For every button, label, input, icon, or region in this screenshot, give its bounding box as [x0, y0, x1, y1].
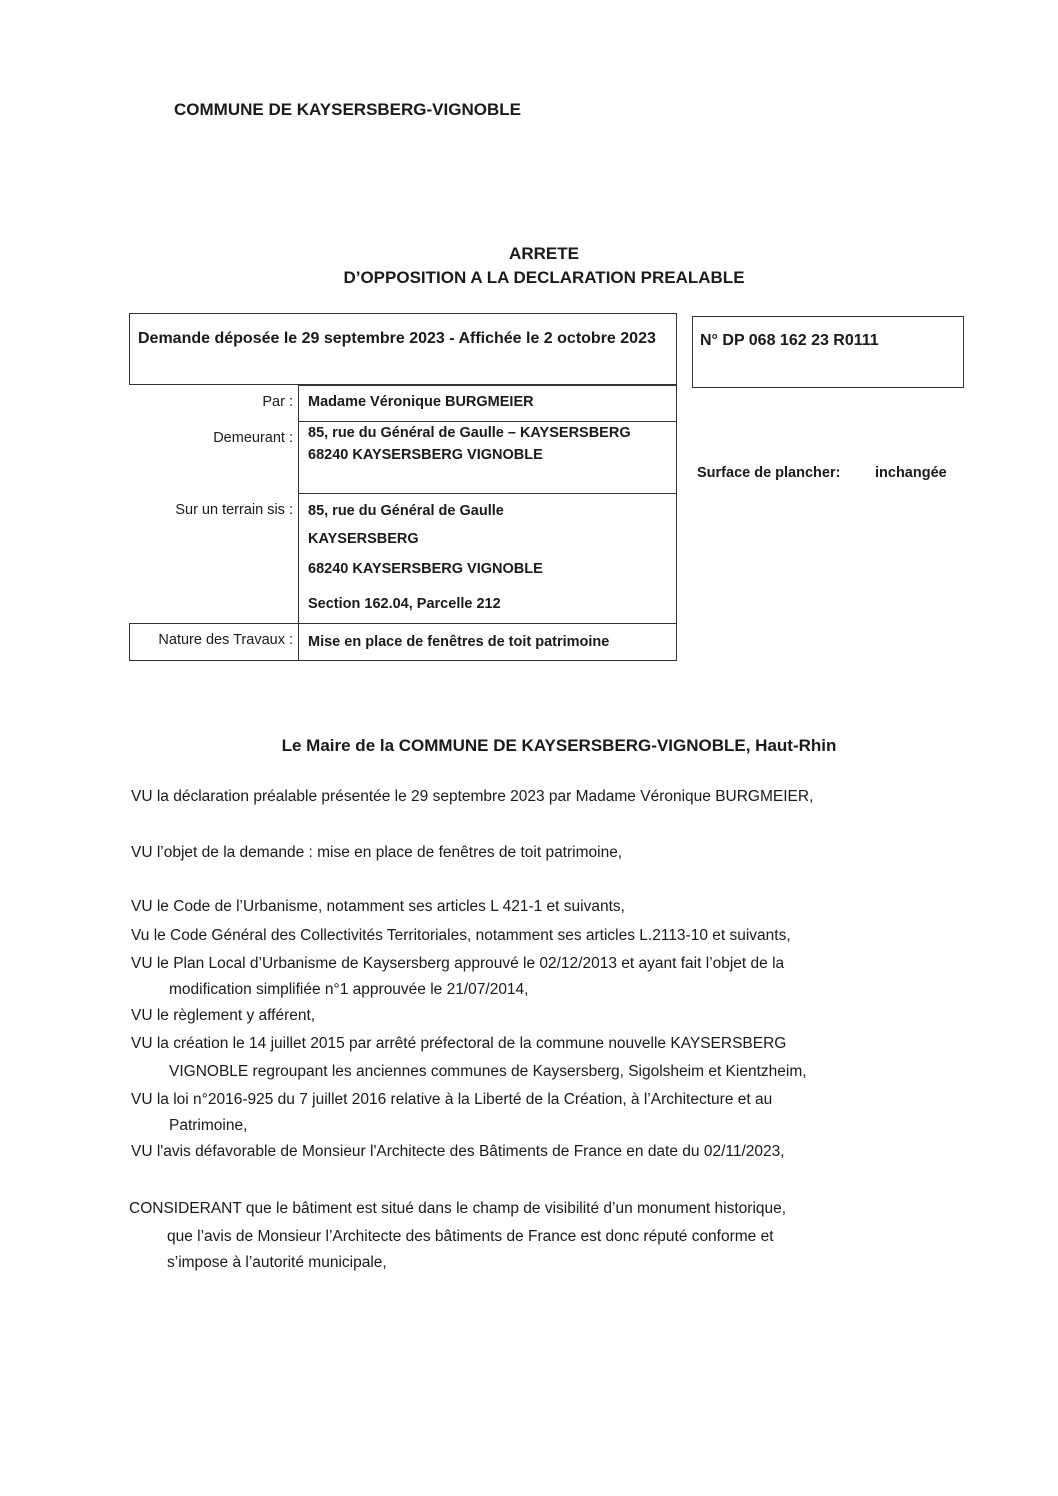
vu-declaration: VU la déclaration préalable présentée le 29 septembre 2023 par Madame Véronique BURGMEIER,	[131, 788, 814, 805]
terrain-address-line1: 85, rue du Général de Gaulle	[308, 503, 504, 519]
demeurant-address-line1: 85, rue du Général de Gaulle – KAYSERSBERG	[308, 425, 631, 441]
vu-loi-line2: Patrimoine,	[169, 1117, 248, 1134]
demeurant-label: Demeurant :	[213, 430, 293, 446]
demeurant-address-line2: 68240 KAYSERSBERG VIGNOBLE	[308, 447, 543, 463]
maire-heading: Le Maire de la COMMUNE DE KAYSERSBERG-VIGNOBLE, Haut-Rhin	[281, 736, 837, 755]
surface-value: inchangée	[875, 465, 947, 481]
deposit-text: Demande déposée le 29 septembre 2023 - Affichée le 2 octobre 2023	[138, 330, 656, 347]
applicant-name: Madame Véronique BURGMEIER	[308, 394, 534, 410]
vu-objet: VU l’objet de la demande : mise en place de fenêtres de toit patrimoine,	[131, 844, 623, 861]
vu-plu-line2: modification simplifiée n°1 approuvée le 21/07/2014,	[169, 981, 529, 998]
considerant-line2: que l’avis de Monsieur l’Architecte des bâtiments de France est donc réputé conforme et	[167, 1228, 774, 1245]
par-label: Par :	[262, 394, 293, 410]
vu-reglement: VU le règlement y afférent,	[131, 1007, 316, 1024]
travaux-value: Mise en place de fenêtres de toit patrimoine	[308, 634, 610, 650]
vu-creation-line1: VU la création le 14 juillet 2015 par arrêté préfectoral de la commune nouvelle KAYSERSBERG	[131, 1035, 787, 1052]
vu-avis-abf: VU l'avis défavorable de Monsieur l'Architecte des Bâtiments de France en date du 02/11/2023,	[131, 1143, 785, 1160]
vu-code-collectivites: Vu le Code Général des Collectivités Territoriales, notamment ses articles L.2113-10 et suivants,	[131, 927, 791, 944]
considerant-line1: CONSIDERANT que le bâtiment est situé dans le champ de visibilité d’un monument historique,	[129, 1200, 787, 1217]
terrain-address-line2: KAYSERSBERG	[308, 531, 419, 547]
vu-loi-line1: VU la loi n°2016-925 du 7 juillet 2016 relative à la Liberté de la Création, à l’Architecture et au	[131, 1091, 773, 1108]
dossier-number: N° DP 068 162 23 R0111	[700, 332, 879, 349]
terrain-address-line3: 68240 KAYSERSBERG VIGNOBLE	[308, 561, 543, 577]
dossier-number-box	[692, 316, 964, 388]
surface-label: Surface de plancher:	[697, 465, 841, 481]
commune-heading: COMMUNE DE KAYSERSBERG-VIGNOBLE	[174, 100, 521, 119]
terrain-label: Sur un terrain sis :	[175, 502, 293, 518]
vu-plu-line1: VU le Plan Local d’Urbanisme de Kaysersberg approuvé le 02/12/2013 et ayant fait l’objet de la	[131, 955, 785, 972]
travaux-label: Nature des Travaux :	[158, 632, 293, 648]
cadastral-reference: Section 162.04, Parcelle 212	[308, 596, 501, 612]
vu-creation-line2: VIGNOBLE regroupant les anciennes communes de Kaysersberg, Sigolsheim et Kientzheim,	[169, 1063, 807, 1080]
considerant-line3: s’impose à l’autorité municipale,	[167, 1254, 387, 1271]
document-subtitle: D’OPPOSITION A LA DECLARATION PREALABLE	[343, 268, 745, 287]
vu-code-urbanisme: VU le Code de l’Urbanisme, notamment ses articles L 421-1 et suivants,	[131, 898, 625, 915]
document-title: ARRETE	[509, 244, 579, 263]
